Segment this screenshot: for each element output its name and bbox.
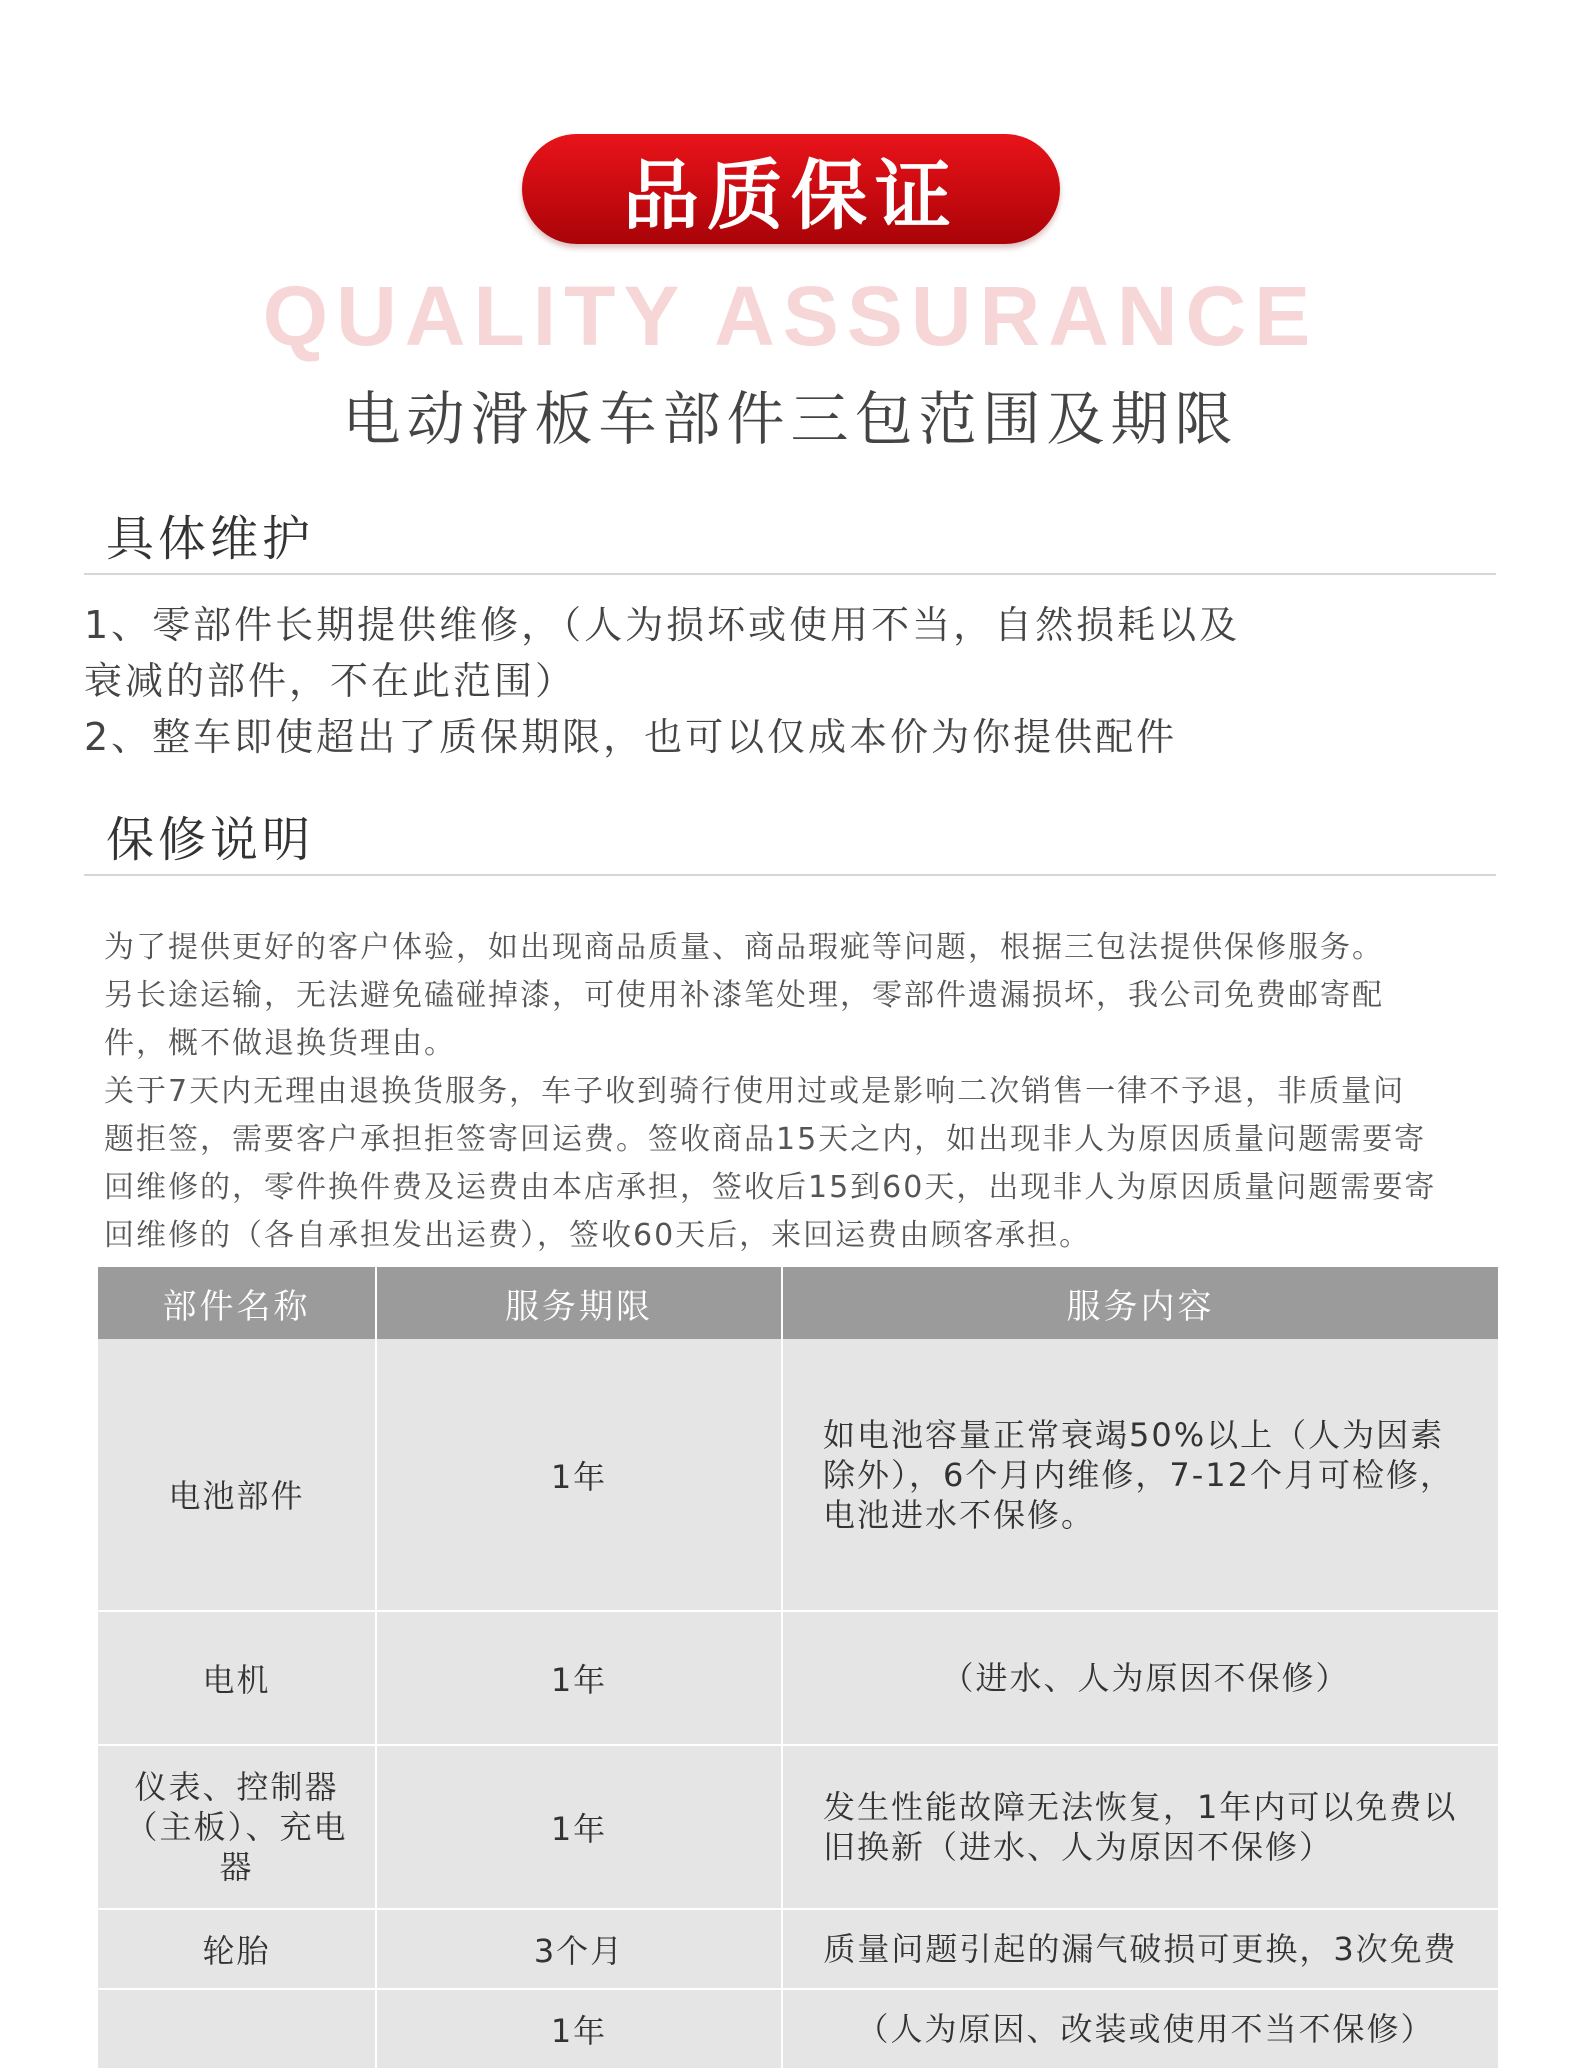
content-cell: 如电池容量正常衰竭50%以上（人为因素除外），6个月内维修，7-12个月可检修，电池进水不保修。 [782,1339,1498,1611]
content-cell: （人为原因、改装或使用不当不保修） [782,1989,1498,2069]
table-row [98,1989,1498,2069]
period-cell: 1年 [376,1989,782,2069]
period-cell: 3个月 [376,1909,782,1989]
warranty-paragraph-line: 题拒签，需要客户承担拒签寄回运费。签收商品15天之内，如出现非人为原因质量问题需要寄 [104,1122,1427,1157]
period-cell: 1年 [376,1611,782,1745]
maintenance-line: 衰减的部件，不在此范围） [84,659,577,703]
header-service-period: 服务期限 [376,1267,782,1339]
maintenance-line: 2、整车即使超出了质保期限，也可以仅成本价为你提供配件 [84,715,1178,759]
maintenance-heading: 具体维护 [106,511,315,567]
table-row [98,1611,1498,1745]
content-cell: 发生性能故障无法恢复，1年内可以免费以旧换新（进水、人为原因不保修） [782,1745,1498,1909]
warranty-paragraph-line: 回维修的（各自承担发出运费），签收60天后，来回运费由顾客承担。 [104,1218,1092,1253]
table-row [98,1339,1498,1611]
part-cell: 电池部件 [98,1339,376,1611]
warranty-table [98,1267,1498,2070]
period-cell: 1年 [376,1745,782,1909]
part-cell: 仪表、控制器（主板）、充电器 [98,1745,376,1909]
maintenance-divider [84,573,1496,575]
quality-assurance-badge [522,134,1060,244]
content-cell: 质量问题引起的漏气破损可更换，3次免费 [782,1909,1498,1989]
warranty-paragraph-line: 为了提供更好的客户体验，如出现商品质量、商品瑕疵等问题，根据三包法提供保修服务。 [104,930,1384,965]
period-cell: 1年 [376,1339,782,1611]
warranty-paragraph-line: 件，概不做退换货理由。 [104,1026,456,1061]
english-watermark-title: QUALITY ASSURANCE [262,269,1319,363]
maintenance-line: 1、零部件长期提供维修，（人为损坏或使用不当，自然损耗以及 [84,603,1241,647]
warranty-heading: 保修说明 [106,812,315,868]
table-row [98,1909,1498,1989]
warranty-divider [84,874,1496,876]
content-cell: （进水、人为原因不保修） [782,1611,1498,1745]
part-cell [98,1989,376,2069]
warranty-paragraph-line: 回维修的，零件换件费及运费由本店承担，签收后15到60天，出现非人为原因质量问题需要寄 [104,1170,1437,1205]
warranty-paragraph-line: 关于7天内无理由退换货服务，车子收到骑行使用过或是影响二次销售一律不予退，非质量问 [104,1074,1406,1109]
header-part-name: 部件名称 [98,1267,376,1339]
badge-title: 品质保证 [623,150,959,240]
table-header-row [98,1267,1498,1339]
part-cell: 轮胎 [98,1909,376,1989]
part-cell: 电机 [98,1611,376,1745]
table-row [98,1745,1498,1909]
page-subtitle: 电动滑板车部件三包范围及期限 [342,385,1239,453]
header-service-content: 服务内容 [782,1267,1498,1339]
warranty-paragraph-line: 另长途运输，无法避免磕碰掉漆，可使用补漆笔处理，零部件遗漏损坏，我公司免费邮寄配 [104,978,1384,1013]
